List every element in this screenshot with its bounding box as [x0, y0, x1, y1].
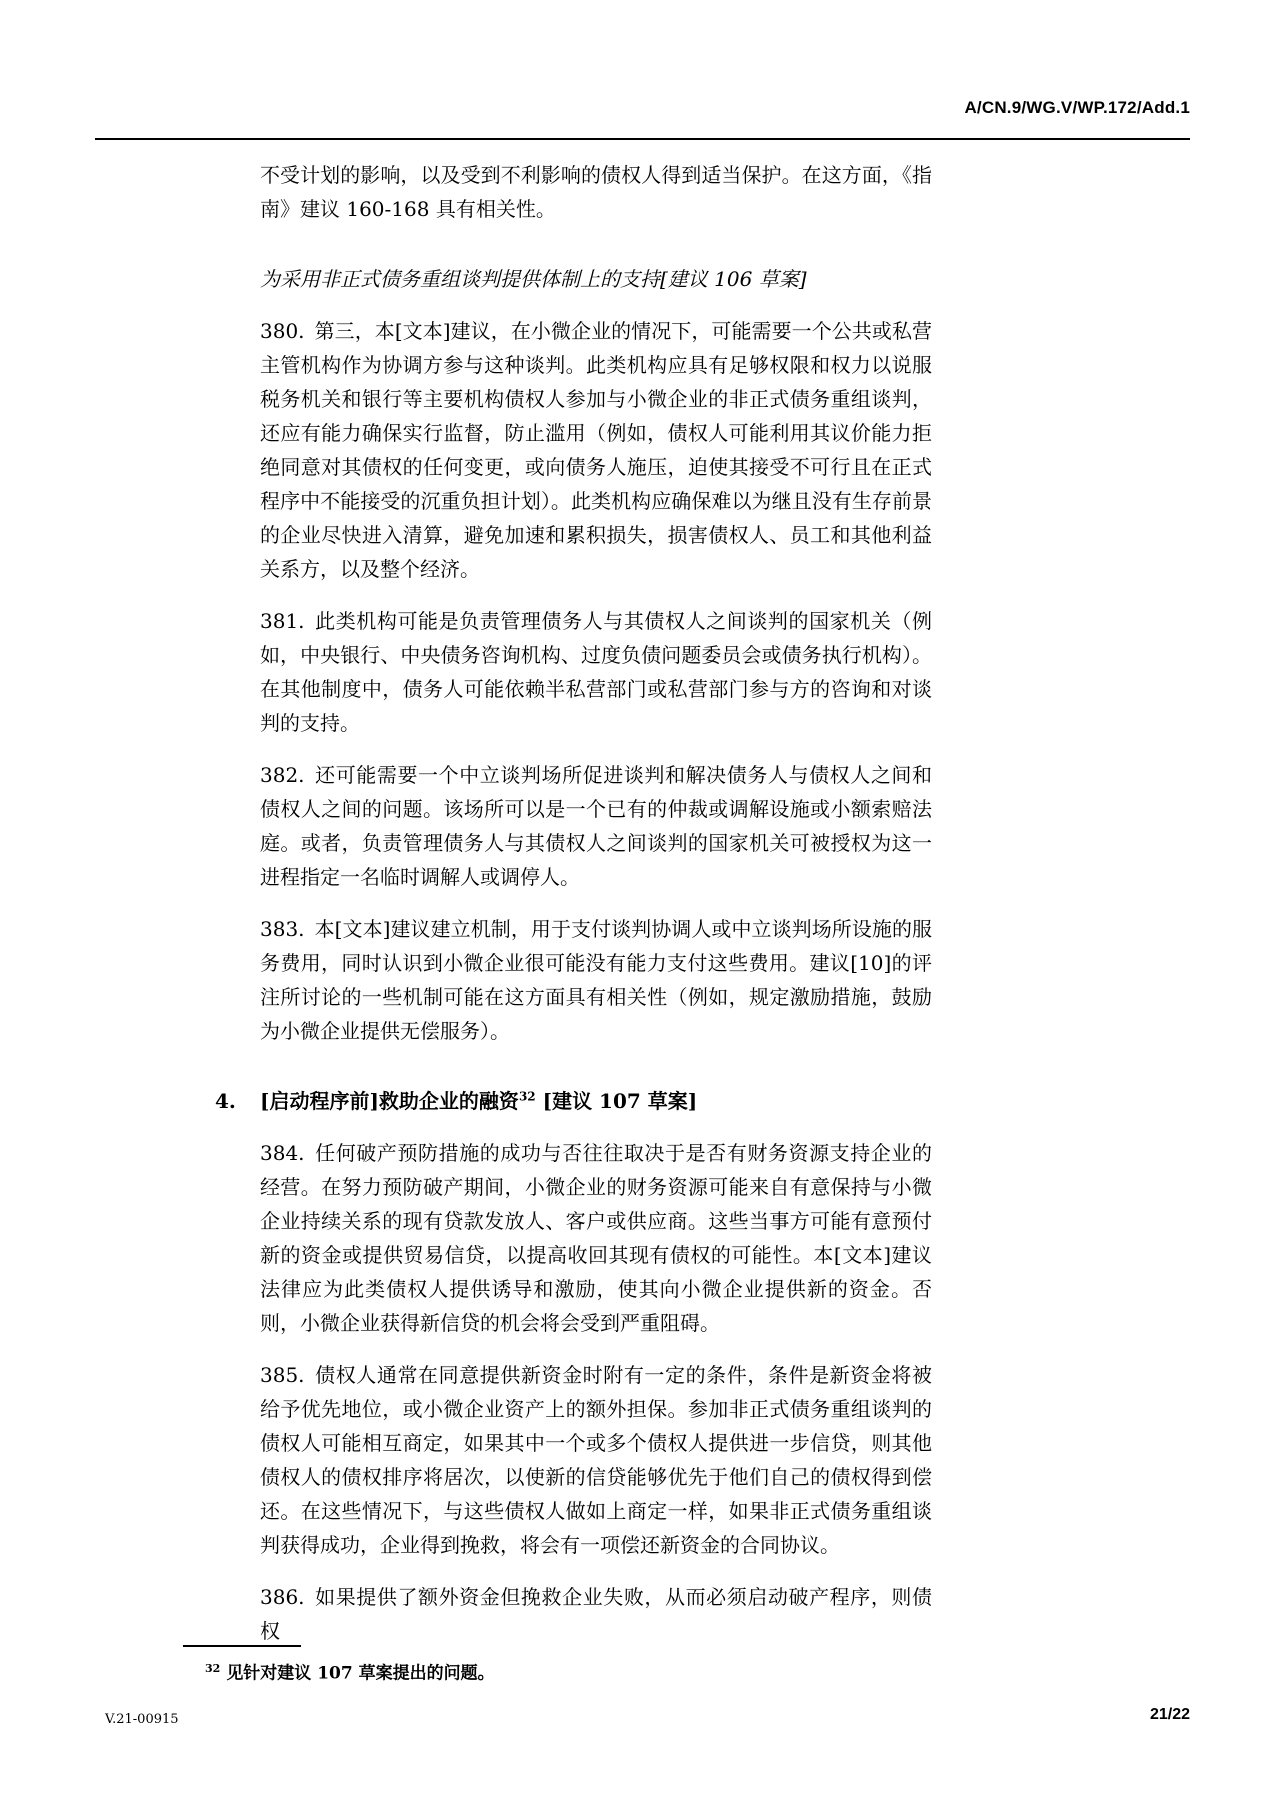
subheading-recommendation-106 [260, 262, 932, 296]
paragraph-number: 382. [260, 763, 305, 787]
footnote-text: 见针对建议 107 草案提出的问题。 [226, 1663, 495, 1684]
section-title-post: [建议 107 草案] [535, 1089, 698, 1113]
paragraph-number: 385. [260, 1363, 305, 1387]
footnote-32 [205, 1656, 905, 1687]
paragraph-number: 386. [260, 1585, 305, 1609]
section-number: 4. [215, 1089, 236, 1113]
paragraph-380 [260, 314, 932, 586]
subheading-text: 为采用非正式债务重组谈判提供体制上的支持[建议 106 草案] [260, 267, 807, 291]
intro-paragraph [260, 158, 932, 226]
paragraph-381 [260, 604, 932, 740]
header-document-symbol: A/CN.9/WG.V/WP.172/Add.1 [964, 98, 1190, 117]
paragraph-386 [260, 1580, 932, 1648]
paragraph-number: 384. [260, 1141, 305, 1165]
paragraph-text: 第三，本[文本]建议，在小微企业的情况下，可能需要一个公共或私营主管机构作为协调方参与这种谈判。此类机构应具有足够权限和权力以说服税务机关和银行等主要机构债权人参加与小微企业的非正式债务重组谈判，还应有能力确保实行监督，防止滥用（例如，债权人可能利用其议价能力拒绝同意对其债权的任何变更，或向债务人施压，迫使其接受不可行且在正式程序中不能接受的沉重负担计划）。此类机构应确保难以为继且没有生存前景的企业尽快进入清算，避免加速和累积损失，损害债权人、员工和其他利益关系方，以及整个经济。 [260, 319, 932, 581]
paragraph-383 [260, 912, 932, 1048]
paragraph-384 [260, 1136, 932, 1340]
paragraph-number: 380. [260, 319, 305, 343]
footer-document-number: V.21-00915 [105, 1712, 179, 1727]
footnote-number: 32 [205, 1662, 221, 1675]
section-heading-4 [215, 1084, 932, 1118]
paragraph-number: 381. [260, 609, 305, 633]
paragraph-text: 任何破产预防措施的成功与否往往取决于是否有财务资源支持企业的经营。在努力预防破产期间，小微企业的财务资源可能来自有意保持与小微企业持续关系的现有贷款发放人、客户或供应商。这些当事方可能有意预付新的资金或提供贸易信贷，以提高收回其现有债权的可能性。本[文本]建议法律应为此类债权人提供诱导和激励，使其向小微企业提供新的资金。否则，小微企业获得新信贷的机会将会受到严重阻碍。 [260, 1141, 932, 1335]
paragraph-text: 如果提供了额外资金但挽救企业失败，从而必须启动破产程序，则债权 [260, 1585, 932, 1643]
footnote-reference-32: 32 [518, 1089, 536, 1104]
paragraph-number: 383. [260, 917, 305, 941]
paragraph-text: 还可能需要一个中立谈判场所促进谈判和解决债务人与债权人之间和债权人之间的问题。该场所可以是一个已有的仲裁或调解设施或小额索赔法庭。或者，负责管理债务人与其债权人之间谈判的国家机关可被授权为这一进程指定一名临时调解人或调停人。 [260, 763, 932, 889]
paragraph-text: 本[文本]建议建立机制，用于支付谈判协调人或中立谈判场所设施的服务费用，同时认识到小微企业很可能没有能力支付这些费用。建议[10]的评注所讨论的一些机制可能在这方面具有相关性（例如，规定激励措施，鼓励为小微企业提供无偿服务）。 [260, 917, 932, 1043]
section-title-pre: [启动程序前]救助企业的融资 [260, 1089, 519, 1113]
footer-page-number: 21/22 [1149, 1706, 1190, 1723]
paragraph-382 [260, 758, 932, 894]
footnote-separator [183, 1645, 301, 1647]
paragraph-text: 债权人通常在同意提供新资金时附有一定的条件，条件是新资金将被给予优先地位，或小微企业资产上的额外担保。参加非正式债务重组谈判的债权人可能相互商定，如果其中一个或多个债权人提供进一步信贷，则其他债权人的债权排序将居次，以使新的信贷能够优先于他们自己的债权得到偿还。在这些情况下，与这些债权人做如上商定一样，如果非正式债务重组谈判获得成功，企业得到挽救，将会有一项偿还新资金的合同协议。 [260, 1363, 932, 1557]
header-rule [95, 138, 1190, 140]
intro-paragraph-text: 不受计划的影响，以及受到不利影响的债权人得到适当保护。在这方面，《指南》建议 160-168 具有相关性。 [260, 163, 932, 221]
paragraph-385 [260, 1358, 932, 1562]
paragraph-text: 此类机构可能是负责管理债务人与其债权人之间谈判的国家机关（例如，中央银行、中央债务咨询机构、过度负债问题委员会或债务执行机构）。在其他制度中，债务人可能依赖半私营部门或私营部门参与方的咨询和对谈判的支持。 [260, 609, 932, 735]
document-body [215, 158, 932, 1648]
